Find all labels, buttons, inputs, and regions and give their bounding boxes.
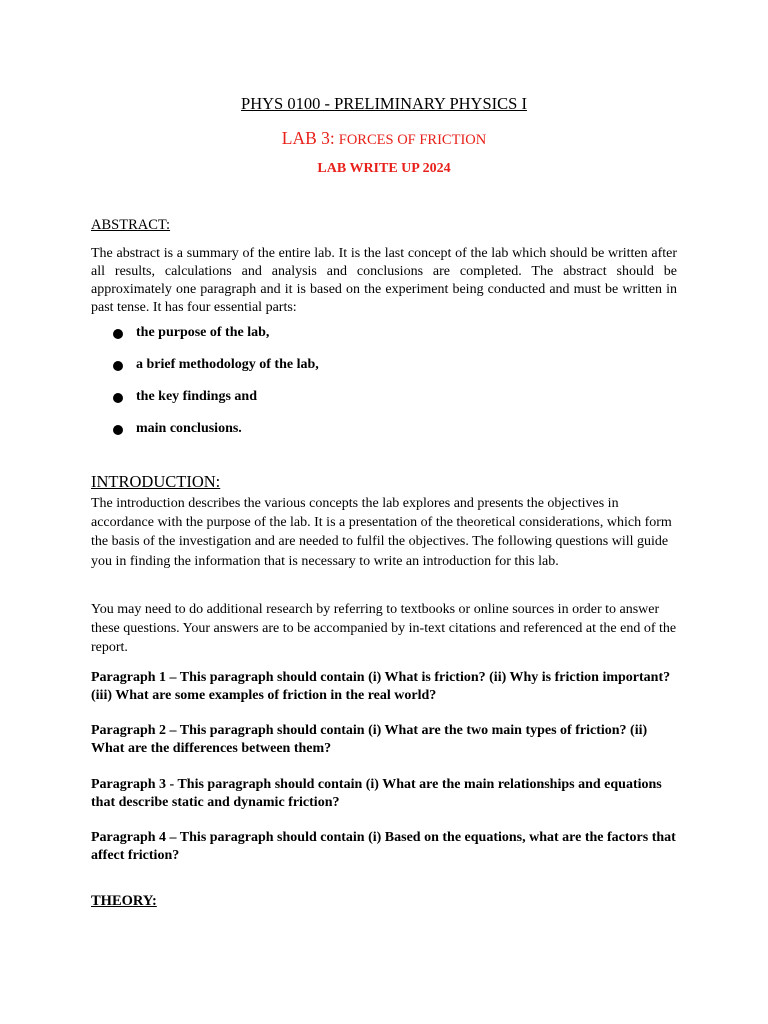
list-item: [113, 324, 319, 356]
paragraph-2-guide: Paragraph 2 – This paragraph should contain (i) What are the two main types of friction? (ii) What are the differences between them?: [91, 723, 648, 756]
lab-subtitle: LAB WRITE UP 2024: [317, 161, 451, 176]
list-item: [113, 356, 319, 388]
lab-number: LAB 3:: [281, 128, 335, 148]
abstract-parts-list: [113, 324, 319, 452]
abstract-body: The abstract is a summary of the entire lab. It is the last concept of the lab which should be written after all results, calculations and analysis and conclusions are completed. The abstract should be approximately one paragraph and it is based on the experiment being conducted and must be written in past tense. It has four essential parts:: [91, 246, 677, 315]
bullet-icon: [113, 329, 123, 339]
list-item-text: the purpose of the lab,: [136, 325, 270, 340]
bullet-icon: [113, 393, 123, 403]
abstract-heading: ABSTRACT:: [91, 217, 171, 233]
theory-heading: THEORY:: [91, 893, 157, 909]
paragraph-3-guide: Paragraph 3 - This paragraph should contain (i) What are the main relationships and equations that describe static and dynamic friction?: [91, 777, 662, 810]
list-item-text: a brief methodology of the lab,: [136, 357, 319, 372]
research-note: You may need to do additional research by referring to textbooks or online sources in order to answer these questions. Your answers are to be accompanied by in-text citations and referenced at the end of the report.: [91, 602, 677, 656]
list-item-text: the key findings and: [136, 389, 257, 404]
bullet-icon: [113, 361, 123, 371]
course-title: PHYS 0100 - PRELIMINARY PHYSICS I: [241, 94, 527, 113]
introduction-body: The introduction describes the various concepts the lab explores and presents the objectives in accordance with the purpose of the lab. It is a presentation of the theoretical considerations, which form the basis of the investigation and are needed to fulfil the objectives. The following questions will guide you in finding the information that is necessary to write an introduction for this lab.: [91, 496, 672, 569]
bullet-icon: [113, 425, 123, 435]
list-item: [113, 420, 319, 452]
lab-name: FORCES OF FRICTION: [338, 132, 487, 148]
paragraph-4-guide: Paragraph 4 – This paragraph should contain (i) Based on the equations, what are the factors that affect friction?: [91, 830, 676, 863]
list-item-text: main conclusions.: [136, 421, 242, 436]
list-item: [113, 388, 319, 420]
lab-title: [0, 128, 768, 149]
paragraph-1-guide: Paragraph 1 – This paragraph should contain (i) What is friction? (ii) Why is friction important? (iii) What are some examples of friction in the real world?: [91, 670, 671, 703]
introduction-heading: INTRODUCTION:: [91, 472, 221, 491]
